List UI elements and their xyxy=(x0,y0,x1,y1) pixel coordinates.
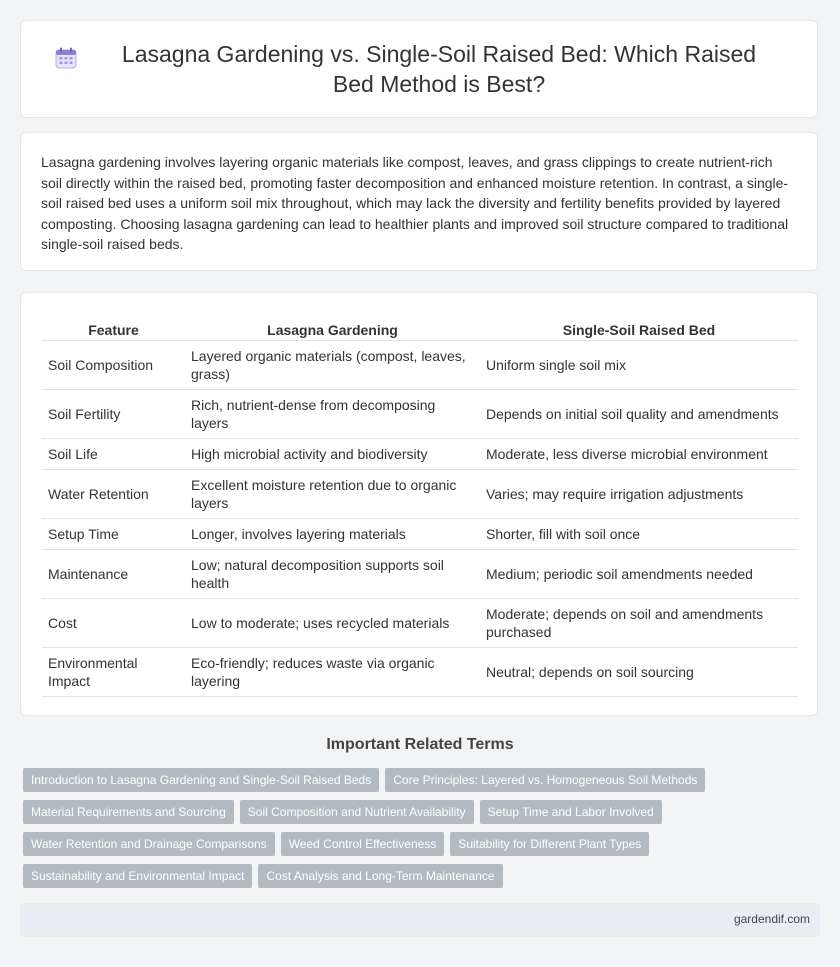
table-row xyxy=(42,599,798,648)
related-term-tag[interactable]: Water Retention and Drainage Comparisons xyxy=(23,832,275,856)
related-term-tag[interactable]: Suitability for Different Plant Types xyxy=(450,832,649,856)
header-single-soil-raised-bed: Single-Soil Raised Bed xyxy=(480,314,798,341)
header-card xyxy=(20,20,818,118)
feature-cell: Soil Fertility xyxy=(42,390,185,439)
feature-cell: Environmental Impact xyxy=(42,648,185,697)
feature-cell: Soil Life xyxy=(42,439,185,470)
lasagna-cell: Rich, nutrient-dense from decomposing layers xyxy=(185,390,480,439)
single-soil-cell: Moderate; depends on soil and amendments purchased xyxy=(480,599,798,648)
single-soil-cell: Shorter, fill with soil once xyxy=(480,519,798,550)
related-term-tag[interactable]: Material Requirements and Sourcing xyxy=(23,800,234,824)
feature-cell: Cost xyxy=(42,599,185,648)
lasagna-cell: Excellent moisture retention due to organic layers xyxy=(185,470,480,519)
lasagna-cell: Low to moderate; uses recycled materials xyxy=(185,599,480,648)
table-row xyxy=(42,550,798,599)
feature-cell: Soil Composition xyxy=(42,341,185,390)
table-row xyxy=(42,341,798,390)
table-header-row xyxy=(42,314,798,341)
comparison-table xyxy=(42,314,798,697)
lasagna-cell: Layered organic materials (compost, leaves, grass) xyxy=(185,341,480,390)
table-row xyxy=(42,390,798,439)
table-row xyxy=(42,470,798,519)
lasagna-cell: Longer, involves layering materials xyxy=(185,519,480,550)
related-term-tag[interactable]: Core Principles: Layered vs. Homogeneous Soil Methods xyxy=(385,768,705,792)
single-soil-cell: Neutral; depends on soil sourcing xyxy=(480,648,798,697)
table-row xyxy=(42,439,798,470)
feature-cell: Water Retention xyxy=(42,470,185,519)
intro-card xyxy=(20,132,818,271)
feature-cell: Maintenance xyxy=(42,550,185,599)
footer xyxy=(20,903,820,937)
table-row xyxy=(42,648,798,697)
single-soil-cell: Uniform single soil mix xyxy=(480,341,798,390)
related-term-tag[interactable]: Introduction to Lasagna Gardening and Single-Soil Raised Beds xyxy=(23,768,379,792)
table-row xyxy=(42,519,798,550)
related-term-tag[interactable]: Cost Analysis and Long-Term Maintenance xyxy=(258,864,502,888)
single-soil-cell: Medium; periodic soil amendments needed xyxy=(480,550,798,599)
related-term-tag[interactable]: Soil Composition and Nutrient Availability xyxy=(240,800,474,824)
comparison-table-card xyxy=(20,292,818,716)
lasagna-cell: Eco-friendly; reduces waste via organic layering xyxy=(185,648,480,697)
lasagna-cell: Low; natural decomposition supports soil health xyxy=(185,550,480,599)
feature-cell: Setup Time xyxy=(42,519,185,550)
related-term-tag[interactable]: Setup Time and Labor Involved xyxy=(480,800,662,824)
header-lasagna-gardening: Lasagna Gardening xyxy=(185,314,480,341)
lasagna-cell: High microbial activity and biodiversity xyxy=(185,439,480,470)
related-term-tag[interactable]: Sustainability and Environmental Impact xyxy=(23,864,252,888)
single-soil-cell: Depends on initial soil quality and amendments xyxy=(480,390,798,439)
related-terms-title: Important Related Terms xyxy=(326,736,514,753)
single-soil-cell: Moderate, less diverse microbial environment xyxy=(480,439,798,470)
single-soil-cell: Varies; may require irrigation adjustments xyxy=(480,470,798,519)
intro-paragraph: Lasagna gardening involves layering organic materials like compost, leaves, and grass clippings to create nutrient-rich soil directly within the raised bed, promoting faster decomposition and enhanced moisture retention. In contrast, a single-soil raised bed uses a uniform soil mix throughout, which may lack the diversity and fertility benefits provided by layered composting. Choosing lasagna gardening can lead to healthier plants and improved soil structure compared to traditional single-soil raised beds. xyxy=(41,154,789,252)
related-term-tag[interactable]: Weed Control Effectiveness xyxy=(281,832,445,856)
page-title: Lasagna Gardening vs. Single-Soil Raised Bed: Which Raised Bed Method is Best? xyxy=(121,41,757,97)
header-feature: Feature xyxy=(42,314,185,341)
footer-site-link[interactable]: gardendif.com xyxy=(733,912,810,926)
related-terms-tags xyxy=(23,768,823,896)
